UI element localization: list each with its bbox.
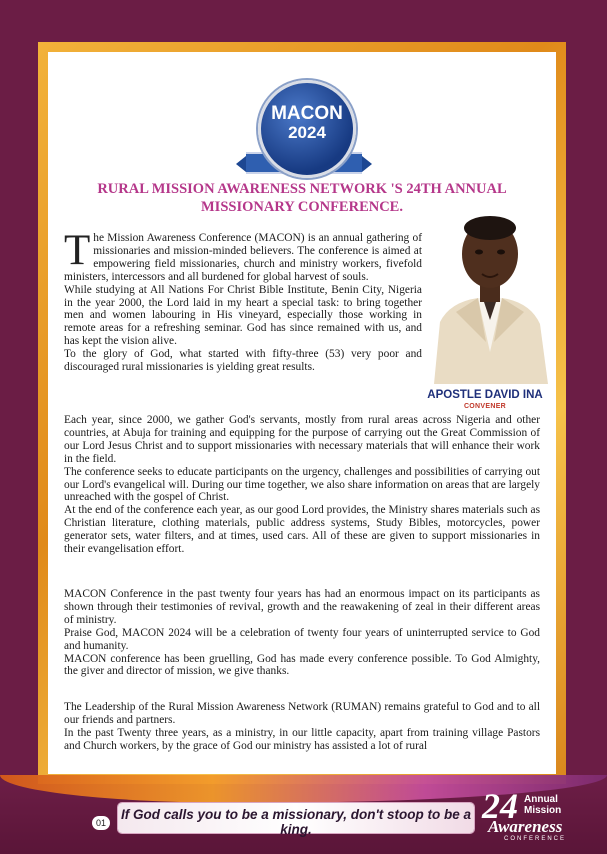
conference-logo — [482, 786, 600, 850]
convener-role: CONVENER — [463, 403, 507, 410]
page-title: RURAL MISSION AWARENESS NETWORK 'S 24TH ANNUAL MISSIONARY CONFERENCE. — [97, 181, 507, 215]
section3-paragraph-2: Praise God, MACON 2024 will be a celebration of twenty four years of uninterrupted service to God and humanity. — [64, 626, 540, 652]
section4-paragraph-2: In the past Twenty three years, as a ministry, in our little capacity, apart from training village Pastors and Church workers, by the grace of God our ministry has assisted a lot of rural — [64, 726, 540, 752]
logo-conference: CONFERENCE — [504, 836, 567, 842]
logo-number: 24 — [482, 786, 518, 826]
intro-section — [64, 227, 422, 374]
logo-annual: Annual — [524, 794, 558, 805]
badge-title: MACON — [271, 103, 343, 124]
drop-cap: T — [64, 227, 91, 274]
page-number: 01 — [92, 816, 110, 830]
convener-photo — [426, 202, 554, 384]
section4-paragraph-1: The Leadership of the Rural Mission Awareness Network (RUMAN) remains grateful to God and to all our friends and partners. — [64, 701, 540, 726]
document-page — [48, 52, 556, 774]
badge-year: 2024 — [288, 123, 326, 142]
section2-paragraph-1: Each year, since 2000, we gather God's servants, mostly from rural areas across Nigeria and other countries, at Abuja for training and equipping for the purpose of carrying out the Great Commission of our Lord Jesus Christ and to support missionaries with necessary materials that will enhance their work in the field. — [64, 414, 540, 465]
footer-quote: If God calls you to be a missionary, don't stoop to be a king. — [120, 807, 471, 837]
intro-paragraph-1 — [64, 227, 422, 284]
section-impact — [64, 588, 540, 678]
convener-name: APOSTLE DAVID INA — [427, 389, 543, 401]
logo-mission: Mission — [524, 805, 562, 816]
logo-awareness: Awareness — [488, 817, 563, 836]
intro-text-1: he Mission Awareness Conference (MACON) is an annual gathering of missionaries and mission-minded believers. The conference is aimed at empowering field missionaries, church and ministry workers, fivefold ministers, intercessors and all burdened for global harvest of souls. — [64, 232, 422, 283]
section-gratitude — [64, 701, 540, 753]
intro-paragraph-2: While studying at All Nations For Christ Bible Institute, Benin City, Nigeria in the year 2000, the Lord laid in my heart a special task: to bring together men and women labouring in His vineyard, especially those working in remote areas for a refreshing seminar. God has since remained with us, and has kept the vision alive. — [64, 283, 422, 348]
section-training — [64, 414, 540, 556]
intro-paragraph-3: To the glory of God, what started with fifty-three (53) very poor and discouraged rural missionaries is yielding great results. — [64, 348, 422, 374]
section2-paragraph-2: The conference seeks to educate participants on the urgency, challenges and possibilities of carrying out our Lord's evangelical will. During our time together, we also share information on areas that are largely unreached with the gospel of Christ. — [64, 465, 540, 504]
section3-paragraph-3: MACON conference has been gruelling, God has made every conference possible. To God Almighty, the giver and director of mission, we give thanks. — [64, 652, 540, 678]
section2-paragraph-3: At the end of the conference each year, as our good Lord provides, the Ministry shares materials such as Christian literature, clothing materials, public address systems, Study Bibles, motorcycles, power generator sets, water filters, and at times, used cars. All of these are given to support missionaries in their evangelisation effort. — [64, 504, 540, 556]
section3-paragraph-1: MACON Conference in the past twenty four years has had an enormous impact on its participants as shown through their testimonies of revival, growth and the reawakening of zeal in their different areas of ministry. — [64, 588, 540, 626]
